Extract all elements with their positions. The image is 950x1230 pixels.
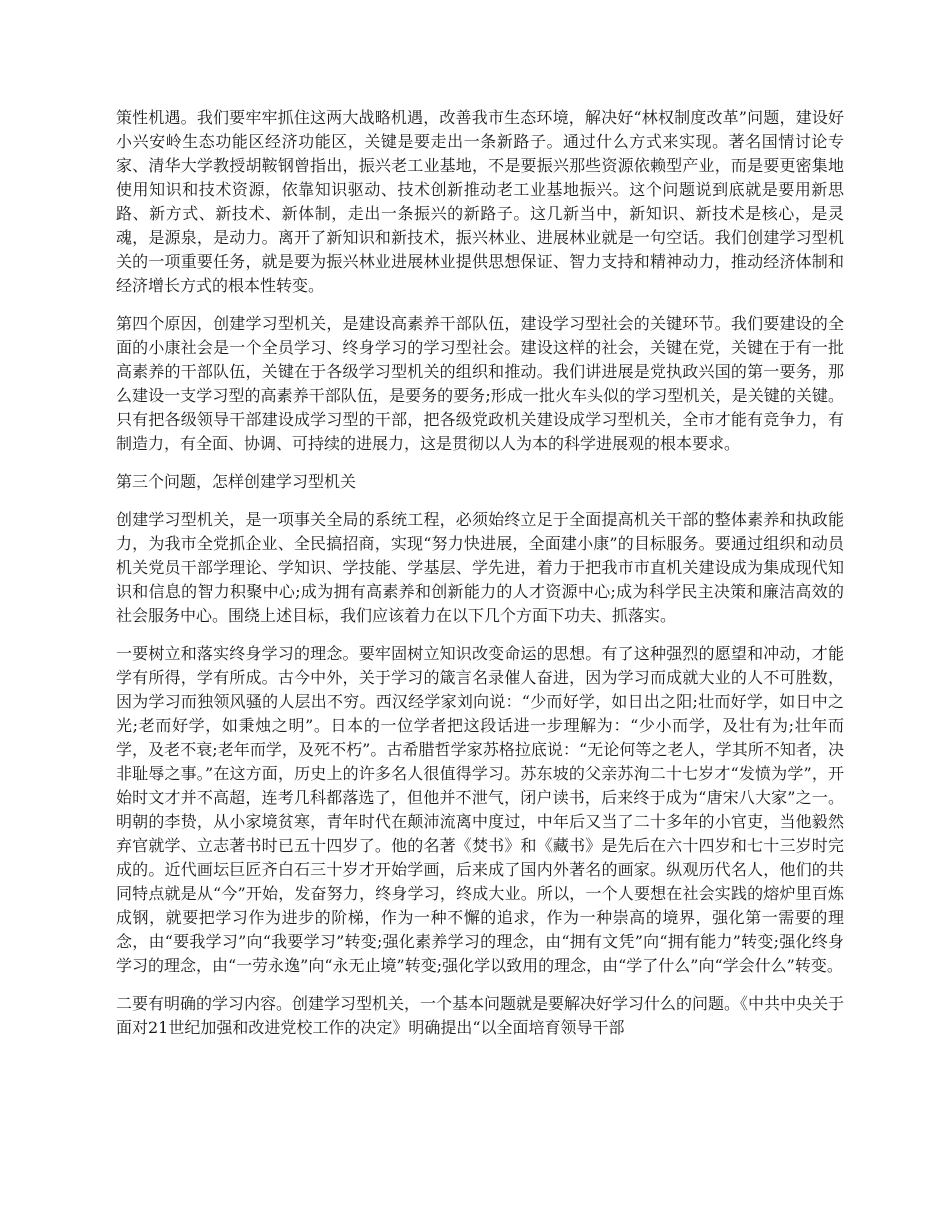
paragraph-lifelong-learning: 一要树立和落实终身学习的理念。要牢固树立知识改变命运的思想。有了这种强烈的愿望和冲动，才能学有所得，学有所成。古今中外，关于学习的箴言名录催人奋进，因为学习而成就大业的人不可胜数，因为学习而独领风骚的人层出不穷。西汉经学家刘向说：“少而好学，如日出之阳;壮而好学，如日中之光;老而好学，如秉烛之明”。日本的一位学者把这段话进一步理解为：“少小而学，及壮有为;壮年而学，及老不衰;老年而学，及死不朽”。古希腊哲学家苏格拉底说：“无论何等之老人，学其所不知者，决非耻辱之事。”在这方面，历史上的许多名人很值得学习。苏东坡的父亲苏洵二十七岁才“发愤为学”，开始时文才并不高超，连考几科都落选了，但他并不泄气，闭户读书，后来终于成为“唐宋八大家”之一。明朝的李贽，从小家境贫寒，青年时代在颠沛流离中度过，中年后又当了二十多年的小官吏，当他毅然弃官就学、立志著书时已五十四岁了。他的名著《焚书》和《藏书》是先后在六十四岁和七十三岁时完成的。近代画坛巨匠齐白石三十岁才开始学画，后来成了国内外著名的画家。纵观历代名人，他们的共同特点就是从“今”开始，发奋努力，终身学习，终成大业。所以，一个人要想在社会实践的熔炉里百炼成钢，就要把学习作为进步的阶梯，作为一种不懈的追求，作为一种崇高的境界，强化第一需要的理念，由“要我学习”向“我要学习”转变;强化素养学习的理念，由“拥有文凭”向“拥有能力”转变;强化终身学习的理念，由“一劳永逸”向“永无止境”转变;强化学以致用的理念，由“学了什么”向“学会什么”转变。 (116, 644, 844, 975)
section-heading-third-question: 第三个问题，怎样创建学习型机关 (116, 472, 357, 491)
paragraph-system-engineering: 创建学习型机关，是一项事关全局的系统工程，必须始终立足于全面提高机关干部的整体素养和执政能力，为我市全党抓企业、全民搞招商，实现“努力快进展，全面建小康”的目标服务。要通过组织和动员机关党员干部学理论、学知识、学技能、学基层、学先进，着力于把我市市直机关建设成为集成现代知识和信息的智力积聚中心;成为拥有高素养和创新能力的人才资源中心;成为科学民主决策和廉洁高效的社会服务中心。围绕上述目标，我们应该着力在以下几个方面下功夫、抓落实。 (116, 510, 844, 625)
document-page (116, 106, 844, 1054)
paragraph-opportunities: 策性机遇。我们要牢牢抓住这两大战略机遇，改善我市生态环境，解决好“林权制度改革”问题，建设好小兴安岭生态功能区经济功能区，关键是要走出一条新路子。通过什么方式来实现。著名国情讨论专家、清华大学教授胡鞍钢曾指出，振兴老工业基地，不是要振兴那些资源依赖型产业，而是要更密集地使用知识和技术资源，依靠知识驱动、技术创新推动老工业基地振兴。这个问题说到底就是要用新思路、新方式、新技术、新体制，走出一条振兴的新路子。这几新当中，新知识、新技术是核心，是灵魂，是源泉，是动力。离开了新知识和新技术，振兴林业、进展林业就是一句空话。我们创建学习型机关的一项重要任务，就是要为振兴林业进展林业提供思想保证、智力支持和精神动力，推动经济体制和经济增长方式的根本性转变。 (116, 108, 844, 295)
paragraph-fourth-reason: 第四个原因，创建学习型机关，是建设高素养干部队伍，建设学习型社会的关键环节。我们要建设的全面的小康社会是一个全员学习、终身学习的学习型社会。建设这样的社会，关键在党，关键在于有一批高素养的干部队伍，关键在于各级学习型机关的组织和推动。我们讲进展是党执政兴国的第一要务，那么建设一支学习型的高素养干部队伍，是要务的要务;形成一批火车头似的学习型机关，是关键的关键。只有把各级领导干部建设成学习型的干部，把各级党政机关建设成学习型机关，全市才能有竞争力，有制造力，有全面、协调、可持续的进展力，这是贯彻以人为本的科学进展观的根本要求。 (116, 314, 844, 453)
paragraph-learning-content: 二要有明确的学习内容。创建学习型机关，一个基本问题就是要解决好学习什么的问题。《中共中央关于面对21世纪加强和改进党校工作的决定》明确提出“以全面培育领导干部 (116, 994, 845, 1037)
